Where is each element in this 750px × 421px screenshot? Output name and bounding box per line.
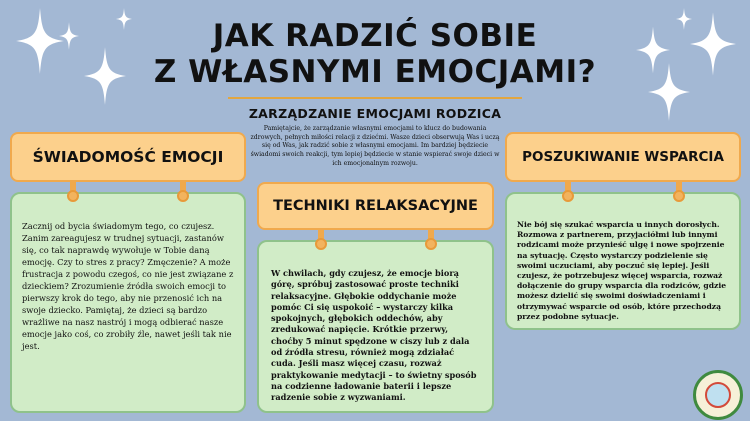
- heading-relaxation: [257, 182, 494, 230]
- title-divider: [228, 97, 522, 99]
- card-relaxation: [257, 240, 494, 413]
- page-title: [150, 18, 600, 90]
- connector-knob: [562, 190, 574, 202]
- heading-awareness-label: ŚWIADOMOŚĆ EMOCJI: [32, 148, 224, 166]
- sparkle-icon: [116, 8, 132, 30]
- heading-awareness: [10, 132, 246, 182]
- sparkle-icon: [690, 12, 736, 76]
- card-awareness-text: Zacznij od bycia świadomym tego, co czujesz. Zanim zareagujesz w trudnej sytuacji, zastanów się, co tak naprawdę wywołuje w Tobie daną emocję. Czy to stres z pracy? Zmęczenie? A może frustracja z powodu czegoś, co nie jest związane z dzieckiem? Zrozumienie źródła swoich emocji to pierwszy krok do tego, aby nie przenosić ich na swoje dziecko. Pamiętaj, że dzieci są bardzo wrażliwe na nasz nastrój i mogą odbierać nasze emocje jako coś, co zrobiły źle, nawet jeśli tak nie jest.: [22, 221, 234, 351]
- card-awareness: [10, 192, 246, 413]
- card-relaxation-text: W chwilach, gdy czujesz, że emocje biorą górę, spróbuj zastosować proste techniki relaksacyjne. Głębokie oddychanie może pomóc Ci się uspokoić – wystarczy kilka spokojnych, głębokich oddechów, aby zredukować napięcie. Krótkie przerwy, choćby 5 minut spędzone w ciszy lub z dala od źródła stresu, również mogą zdziałać cuda. Jeśli masz więcej czasu, rozważ praktykowanie medytacji – to świetny sposób na codzienne ładowanie baterii i lepsze radzenie sobie z wyzwaniami.: [271, 268, 477, 403]
- connector-knob: [673, 190, 685, 202]
- school-badge-logo: [693, 370, 743, 420]
- badge-emblem: [705, 382, 731, 408]
- connector-knob: [315, 238, 327, 250]
- connector-knob: [425, 238, 437, 250]
- title-line-1: JAK RADZIĆ SOBIE: [212, 18, 538, 54]
- heading-support: [505, 132, 741, 182]
- title-line-2: Z WŁASNYMI EMOCJAMI?: [153, 54, 597, 90]
- intro-text: Pamiętajcie, że zarządzanie własnymi emocjami to klucz do budowania zdrowych, pełnych miłości relacji z dziećmi. Wasze dzieci obserwują Was i uczą się od Was, jak radzić sobie z własnymi emocjami. Im bardziej będziecie świadomi swoich reakcji, tym lepiej będziecie w stanie wspierać swoje dzieci w ich emocjonalnym rozwoju.: [250, 125, 500, 167]
- sparkle-icon: [84, 46, 126, 106]
- sparkle-icon: [16, 8, 64, 74]
- heading-support-label: POSZUKIWANIE WSPARCIA: [522, 149, 724, 165]
- sparkle-icon: [648, 62, 690, 122]
- sparkle-icon: [676, 8, 692, 30]
- card-support: [505, 192, 741, 330]
- subtitle: ZARZĄDZANIE EMOCJAMI RODZICA: [248, 106, 502, 121]
- card-support-text: Nie bój się szukać wsparcia u innych dorosłych. Rozmowa z partnerem, przyjaciółmi lub innymi rodzicami może przynieść ulgę i nowe spojrzenie na sytuację. Często wystarczy podzielenie się swoimi uczuciami, aby poczuć się lepiej. Jeśli czujesz, że potrzebujesz więcej wsparcia, rozważ dołączenie do grupy wsparcia dla rodziców, gdzie możesz dzielić się swoimi doświadczeniami i otrzymywać wsparcie od osób, które przechodzą przez podobne sytuacje.: [517, 220, 727, 321]
- heading-relaxation-label: TECHNIKI RELAKSACYJNE: [273, 198, 478, 214]
- connector-knob: [67, 190, 79, 202]
- connector-knob: [177, 190, 189, 202]
- sparkle-icon: [59, 22, 79, 50]
